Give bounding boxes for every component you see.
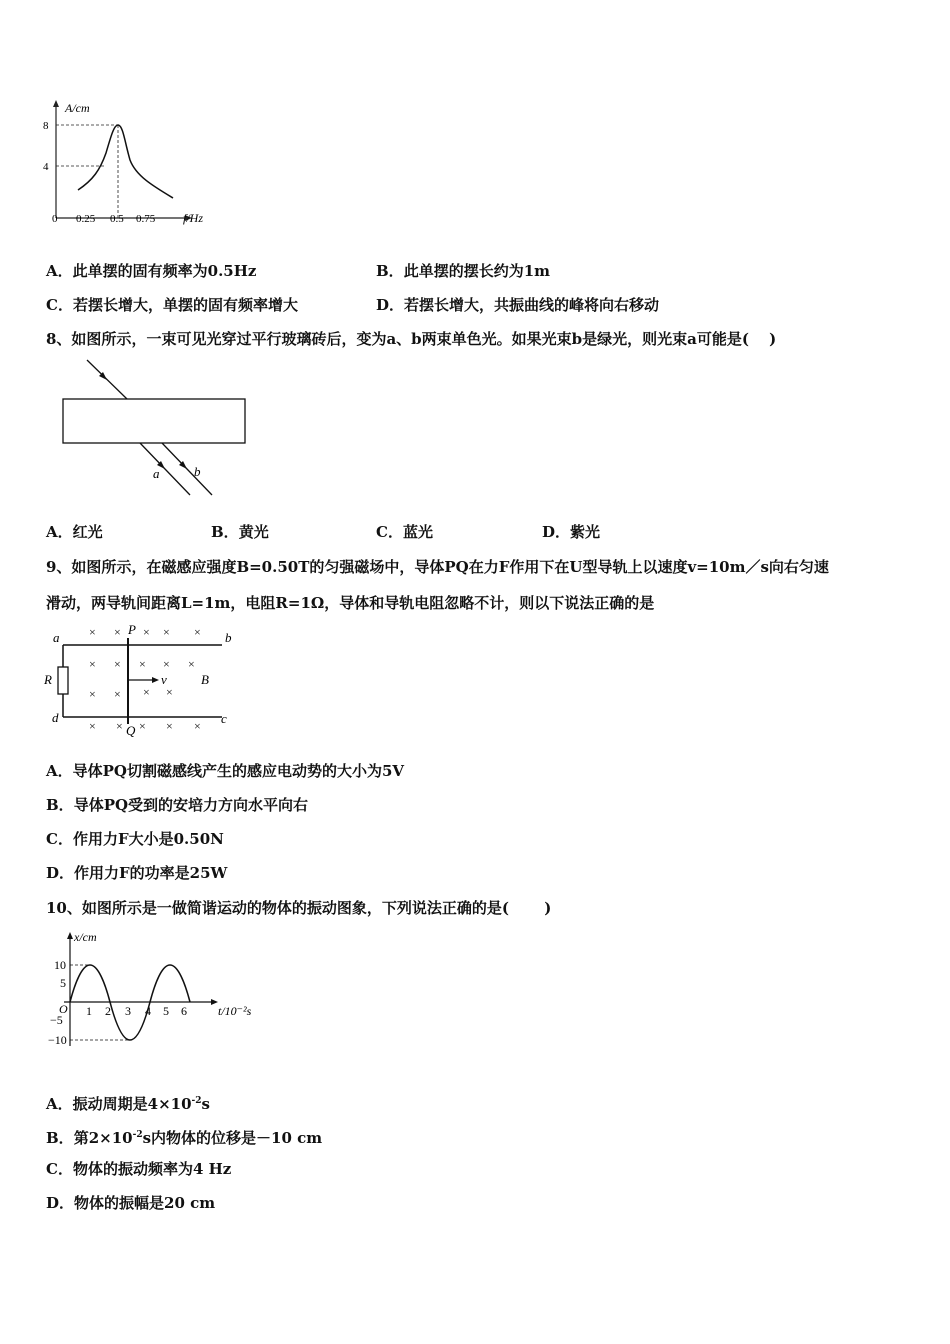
x-tick-5: 5: [163, 1004, 169, 1018]
option-text: 物体的振动频率为4 Hz: [72, 1160, 232, 1178]
option-letter: C．: [46, 296, 73, 314]
exponent: -2: [191, 1096, 202, 1106]
y-tick-10: 10: [54, 958, 66, 972]
q8-stem: 8、如图所示，一束可见光穿过平行玻璃砖后，变为a、b两束单色光。如果光束b是绿光，则光束a可能是( ): [46, 330, 777, 348]
q10-stem: 10、如图所示是一做简谐运动的物体的振动图象，下列说法正确的是( ): [46, 899, 552, 917]
y-tick-5: 5: [60, 976, 66, 990]
field-cross: ×: [89, 625, 96, 639]
y-tick-8: 8: [43, 120, 49, 132]
q7-option-c[interactable]: [46, 295, 298, 315]
q9-stem-line-2: 滑动，两导轨间距离L=1m，电阻R=1Ω，导体和导轨电阻忽略不计，则以下说法正确的是: [46, 594, 655, 612]
option-letter: A．: [46, 762, 73, 780]
vibration-graph: [44, 928, 259, 1053]
option-text: 紫光: [570, 523, 601, 541]
field-cross: ×: [114, 687, 121, 701]
x-tick-2: 2: [105, 1004, 111, 1018]
exponent: -2: [132, 1130, 143, 1140]
y-axis-label: A/cm: [65, 101, 90, 115]
q8-option-b[interactable]: [211, 522, 269, 542]
magnetic-rail-figure: [42, 622, 242, 740]
field-cross: ×: [139, 657, 146, 671]
field-cross: ×: [166, 685, 173, 699]
q7-option-b[interactable]: [376, 261, 550, 281]
label-r: R: [44, 672, 52, 687]
option-text-end: s: [201, 1095, 210, 1113]
q8-option-a[interactable]: [46, 522, 103, 542]
option-letter: C．: [376, 523, 403, 541]
option-text: 蓝光: [402, 523, 433, 541]
x-axis-label: f/Hz: [183, 211, 204, 225]
field-cross: ×: [163, 657, 170, 671]
q10-option-d[interactable]: [46, 1193, 215, 1213]
resonance-curve: [78, 125, 173, 198]
option-letter: D．: [542, 523, 571, 541]
glass-slab: [63, 399, 245, 443]
option-text: 振动周期是4×10: [72, 1095, 192, 1113]
x-tick-3: 3: [125, 1004, 131, 1018]
q9-option-c[interactable]: [46, 829, 224, 849]
option-letter: B．: [211, 523, 239, 541]
x-tick-1: 1: [86, 1004, 92, 1018]
option-letter: C．: [46, 1160, 73, 1178]
label-a: a: [153, 466, 160, 481]
q10-option-c[interactable]: [46, 1159, 231, 1179]
label-c: c: [221, 711, 227, 726]
option-text: 作用力F的功率是25W: [74, 864, 228, 882]
option-letter: D．: [376, 296, 405, 314]
field-cross: ×: [139, 719, 146, 733]
option-letter: C．: [46, 830, 73, 848]
y-tick-4: 4: [43, 161, 49, 173]
field-cross: ×: [143, 625, 150, 639]
option-text: 第2×10: [73, 1129, 133, 1147]
q9-stem-line-1: 9、如图所示，在磁感应强度B=0.50T的匀强磁场中，导体PQ在力F作用下在U型导轨上以速度v=10m／s向右匀速: [46, 558, 829, 576]
option-letter: B．: [46, 1129, 74, 1147]
option-text: 若摆长增大，单摆的固有频率增大: [72, 296, 298, 314]
origin-label: O: [59, 1002, 68, 1016]
option-text: 此单摆的固有频率为0.5Hz: [72, 262, 257, 280]
option-text: 导体PQ受到的安培力方向水平向右: [73, 796, 309, 814]
label-b-field: B: [201, 672, 209, 687]
label-b: b: [194, 464, 201, 479]
option-text: 红光: [72, 523, 103, 541]
field-cross: ×: [194, 625, 201, 639]
incident-ray: [87, 360, 127, 399]
option-text: 此单摆的摆长约为1m: [403, 262, 550, 280]
option-text: 作用力F大小是0.50N: [72, 830, 224, 848]
option-letter: D．: [46, 1194, 75, 1212]
field-cross: ×: [116, 719, 123, 733]
y-axis-label: x/cm: [74, 930, 97, 944]
x-tick-075: 0.75: [136, 213, 156, 225]
y-tick-neg10: −10: [48, 1033, 67, 1047]
field-cross: ×: [89, 657, 96, 671]
label-a: a: [53, 630, 60, 645]
q9-option-b[interactable]: [46, 795, 308, 815]
q9-option-d[interactable]: [46, 863, 227, 883]
q7-option-a[interactable]: [46, 261, 256, 281]
label-q: Q: [126, 723, 136, 738]
field-cross: ×: [188, 657, 195, 671]
label-v: v: [161, 672, 167, 687]
field-cross: ×: [166, 719, 173, 733]
option-letter: B．: [376, 262, 404, 280]
field-cross: ×: [89, 687, 96, 701]
label-p: P: [128, 622, 136, 637]
field-cross: ×: [114, 657, 121, 671]
option-letter: B．: [46, 796, 74, 814]
option-letter: A．: [46, 262, 73, 280]
field-cross: ×: [89, 719, 96, 733]
option-letter: A．: [46, 1095, 73, 1113]
label-d: d: [52, 710, 59, 725]
q7-option-d[interactable]: [376, 295, 659, 315]
field-cross: ×: [163, 625, 170, 639]
x-tick-4: 4: [145, 1004, 151, 1018]
option-text: 若摆长增大，共振曲线的峰将向右移动: [404, 296, 660, 314]
resonance-curve-graph: [38, 98, 228, 233]
q8-option-d[interactable]: [542, 522, 600, 542]
option-text: 导体PQ切割磁感线产生的感应电动势的大小为5V: [72, 762, 405, 780]
y-tick-neg5: −5: [50, 1013, 63, 1027]
q10-option-a[interactable]: [46, 1091, 210, 1114]
q9-option-a[interactable]: [46, 761, 404, 781]
option-letter: A．: [46, 523, 73, 541]
field-cross: ×: [194, 719, 201, 733]
x-axis-label: t/10⁻²s: [218, 1004, 252, 1018]
field-cross: ×: [143, 685, 150, 699]
option-letter: D．: [46, 864, 75, 882]
resistor: [58, 667, 68, 694]
option-text-end: s内物体的位移是－10 cm: [142, 1129, 323, 1147]
option-text: 黄光: [238, 523, 269, 541]
x-tick-0: 0: [52, 213, 58, 225]
q10-option-b[interactable]: [46, 1125, 322, 1148]
q8-option-c[interactable]: [376, 522, 433, 542]
x-tick-6: 6: [181, 1004, 187, 1018]
glass-slab-figure: [55, 356, 255, 501]
field-cross: ×: [114, 625, 121, 639]
label-b: b: [225, 630, 232, 645]
option-text: 物体的振幅是20 cm: [74, 1194, 216, 1212]
x-tick-025: 0.25: [76, 213, 96, 225]
x-tick-05: 0.5: [110, 213, 124, 225]
